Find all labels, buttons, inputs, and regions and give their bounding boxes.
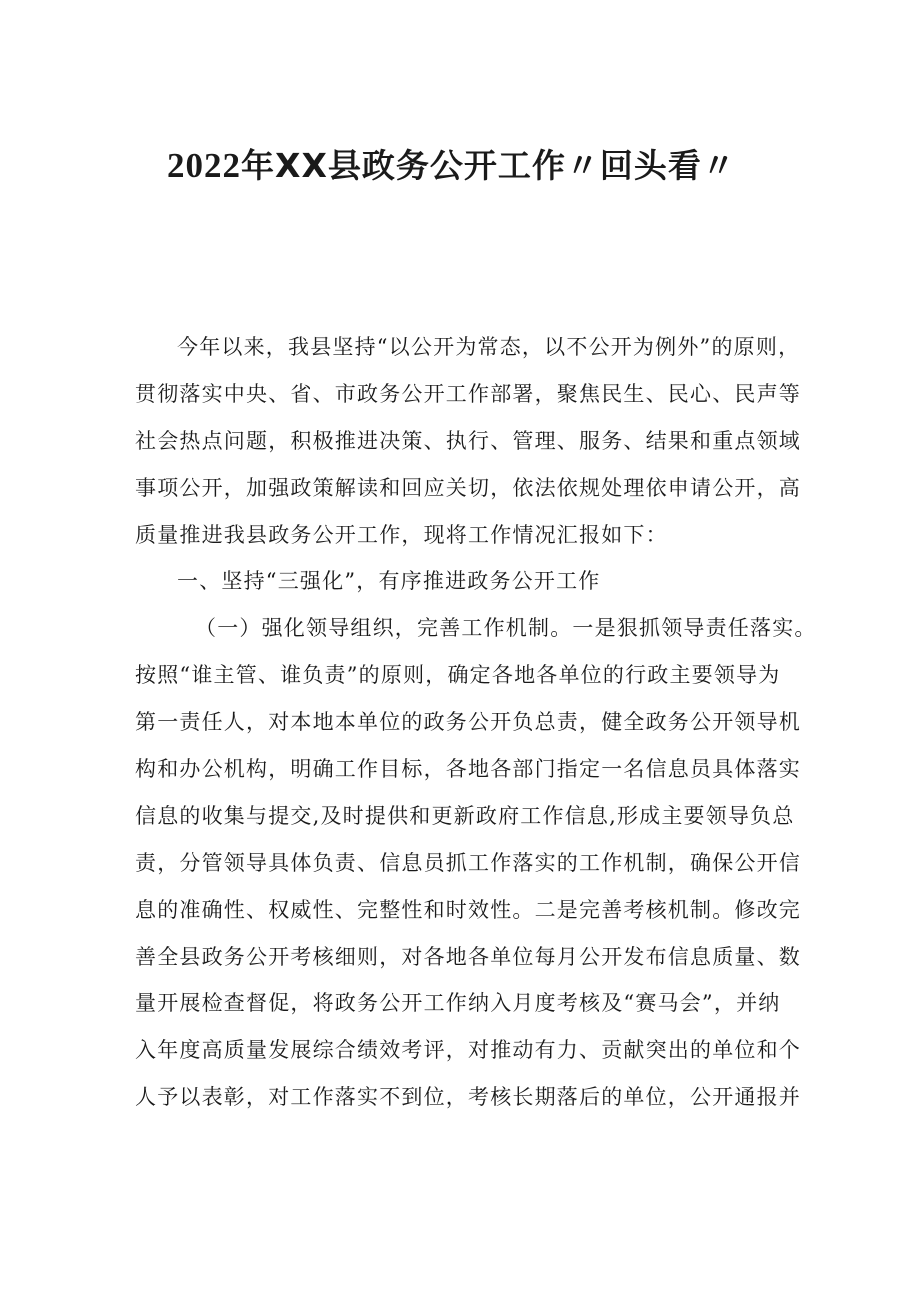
paragraph-line: 责，分管领导具体负责、信息员抓工作落实的工作机制，确保公开信 [135,850,801,875]
paragraph-line: 构和办公机构，明确工作目标，各地各部门指定一名信息员具体落实 [135,757,801,782]
paragraph-line: 贯彻落实中央、省、市政务公开工作部署，聚焦民生、民心、民声等 [135,381,801,406]
title-text: 年XX县政务公开工作〃回头看〃 [241,146,736,185]
paragraph-line: 善全县政务公开考核细则，对各地各单位每月公开发布信息质量、数 [135,944,801,969]
paragraph-line: 今年以来，我县坚持“以公开为常态，以不公开为例外”的原则， [177,335,801,359]
paragraph-line: （一）强化领导组织，完善工作机制。一是狠抓领导责任落实。 [195,616,817,641]
paragraph-line: 事项公开，加强政策解读和回应关切，依法依规处理依申请公开，高 [135,475,801,500]
paragraph-line: 第一责任人，对本地本单位的政务公开负总责，健全政务公开领导机 [135,710,801,735]
document-title [167,140,787,190]
title-year: 2022 [167,146,241,185]
paragraph-line: 入年度高质量发展综合绩效考评，对推动有力、贡献突出的单位和个 [135,1038,801,1063]
paragraph-line: 人予以表彰，对工作落实不到位，考核长期落后的单位，公开通报并 [135,1085,801,1110]
paragraph-line: 信息的收集与提交,及时提供和更新政府工作信息,形成主要领导负总 [135,803,795,828]
paragraph-line: 社会热点问题，积极推进决策、执行、管理、服务、结果和重点领域 [135,428,801,453]
paragraph-line: 息的准确性、权威性、完整性和时效性。二是完善考核机制。修改完 [135,897,801,922]
paragraph-line: 质量推进我县政务公开工作，现将工作情况汇报如下： [135,522,668,547]
paragraph-line: 量开展检查督促，将政务公开工作纳入月度考核及“赛马会”，并纳 [135,991,781,1016]
paragraph-line: 按照“谁主管、谁负责”的原则，确定各地各单位的行政主要领导为 [135,663,781,688]
section-heading: 一、坚持“三强化”，有序推进政务公开工作 [177,569,601,594]
document-body [135,324,817,1121]
